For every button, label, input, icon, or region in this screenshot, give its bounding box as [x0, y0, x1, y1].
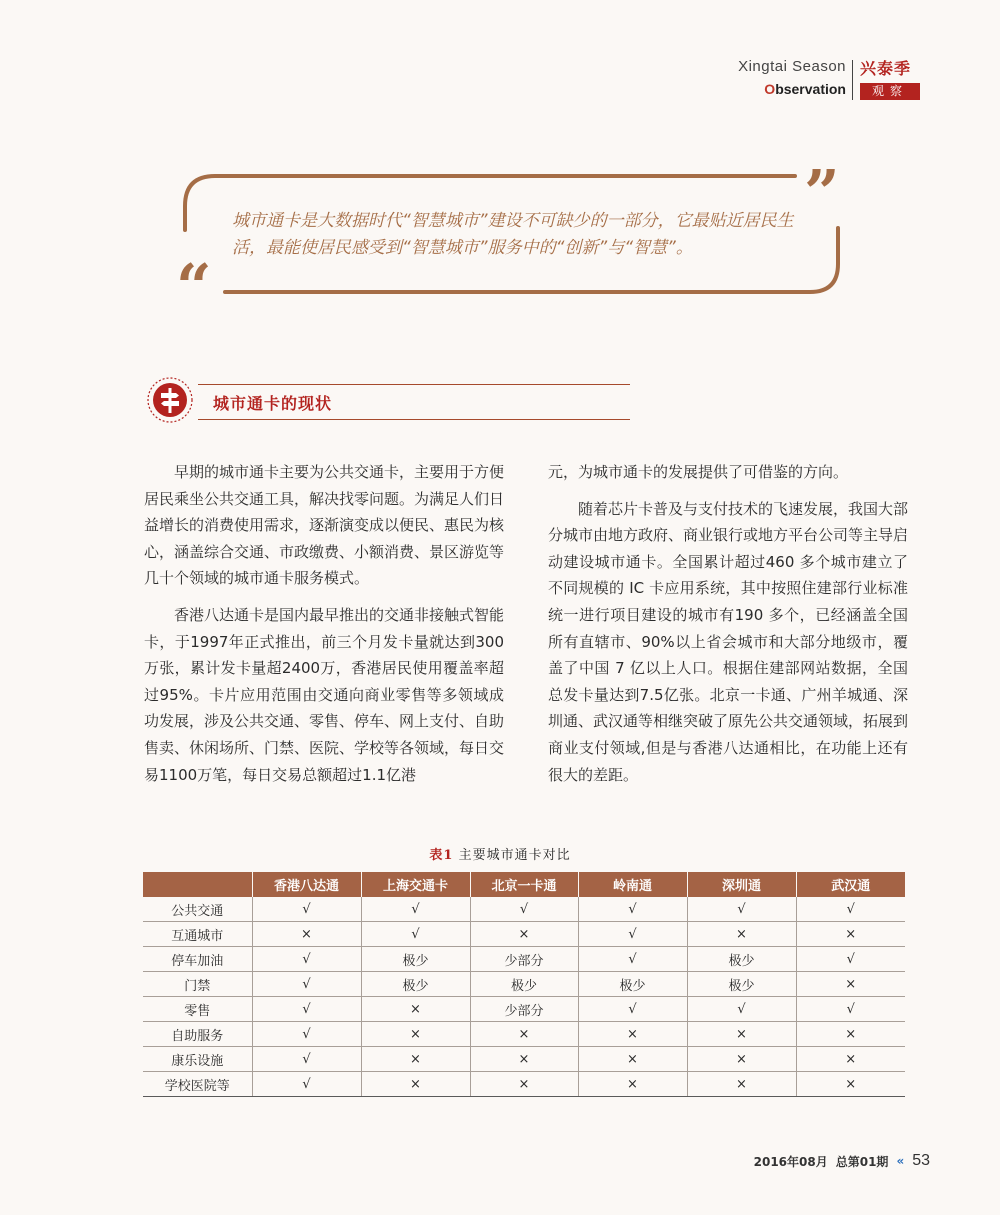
table-cell: √ — [252, 972, 361, 997]
table-cell: √ — [796, 947, 905, 972]
paragraph: 随着芯片卡普及与支付技术的飞速发展，我国大部分城市由地方政府、商业银行或地方平台公司等主导启动建设城市通卡。全国累计超过460 多个城市建立了不同规模的 IC 卡应用系统，其中按照住建部行业标准统一进行项目建设的城市有190 多个，已经涵盖全国所有直辖市、90%以上省会城市和大部分地级市，覆盖了中国 7 亿以上人口。根据住建部网站数据，全国总发卡量达到7.5亿张。北京一卡通、广州羊城通、深圳通、武汉通等相继突破了原先公共交通领域，拓展到商业支付领域,但是与香港八达通相比，在功能上还有很大的差距。 — [548, 499, 909, 784]
table-cell: 极少 — [687, 972, 796, 997]
table-cell: × — [796, 1047, 905, 1072]
section-title: 城市通卡的现状 — [213, 394, 333, 413]
table-cell: 极少 — [578, 972, 687, 997]
header-cell: 深圳通 — [687, 872, 796, 897]
table-row — [143, 1047, 905, 1072]
closing-quote-mark: ” — [804, 156, 840, 229]
section-label-box: 观察 — [860, 83, 920, 100]
table-cell: √ — [687, 897, 796, 922]
table-cell: × — [361, 1022, 470, 1047]
section-observation — [700, 81, 846, 97]
header-cell — [143, 872, 252, 897]
header-cell: 武汉通 — [796, 872, 905, 897]
table-title: 主要城市通卡对比 — [458, 848, 571, 863]
table-header-row — [143, 872, 905, 897]
header-cell: 北京一卡通 — [470, 872, 578, 897]
row-label: 门禁 — [143, 972, 252, 997]
table-cell: × — [361, 1047, 470, 1072]
quote-frame — [0, 0, 1000, 323]
header-cell: 香港八达通 — [252, 872, 361, 897]
total-issue: 总第01期 — [835, 1154, 889, 1169]
section-rule-top — [198, 384, 630, 385]
table-cell: √ — [578, 947, 687, 972]
paragraph: 早期的城市通卡主要为公共交通卡，主要用于方便居民乘坐公共交通工具，解决找零问题。为满足人们日益增长的消费使用需求，逐渐演变成以便民、惠民为核心，涵盖综合交通、市政缴费、小额消费、景区游览等几十个领域的城市通卡服务模式。 — [144, 463, 505, 588]
table-cell: × — [252, 922, 361, 947]
table-cell: × — [578, 1047, 687, 1072]
table-cell: √ — [252, 1022, 361, 1047]
table-cell: √ — [796, 997, 905, 1022]
table-cell: √ — [361, 922, 470, 947]
table-cell: √ — [252, 997, 361, 1022]
row-label: 学校医院等 — [143, 1072, 252, 1097]
magazine-brand-logo: 兴泰季 — [860, 59, 912, 78]
table-cell: √ — [252, 947, 361, 972]
table-cell: × — [796, 1072, 905, 1097]
row-label: 公共交通 — [143, 897, 252, 922]
row-label: 康乐设施 — [143, 1047, 252, 1072]
table-cell: √ — [796, 897, 905, 922]
table-cell: × — [470, 1022, 578, 1047]
table-cell: √ — [578, 897, 687, 922]
table-cell: 极少 — [361, 947, 470, 972]
table-cell: × — [361, 997, 470, 1022]
magazine-brand-block — [860, 56, 920, 100]
table-cell: × — [796, 972, 905, 997]
table-row — [143, 947, 905, 972]
table-cell: √ — [578, 922, 687, 947]
table-cell: 极少 — [687, 947, 796, 972]
header-cell: 上海交通卡 — [361, 872, 470, 897]
article-column-left — [144, 459, 504, 788]
table-row — [143, 897, 905, 922]
table-cell: 极少 — [361, 972, 470, 997]
table-row — [143, 997, 905, 1022]
row-label: 自助服务 — [143, 1022, 252, 1047]
issue-date: 2016年08月 — [753, 1154, 828, 1169]
magazine-english-title: Xingtai Season — [738, 58, 846, 75]
double-chevron-left-icon: « — [896, 1154, 905, 1168]
table-cell: √ — [252, 1047, 361, 1072]
table-cell: 少部分 — [470, 947, 578, 972]
table-number: 表1 — [429, 848, 454, 863]
table-cell: × — [687, 1022, 796, 1047]
table-cell: √ — [687, 997, 796, 1022]
table-cell: × — [796, 922, 905, 947]
observation-initial: O — [764, 81, 776, 97]
header-divider — [852, 60, 853, 100]
row-label: 停车加油 — [143, 947, 252, 972]
table-row — [143, 1022, 905, 1047]
section-signpost-icon — [146, 376, 194, 424]
table-row — [143, 972, 905, 997]
table-caption — [0, 844, 1000, 863]
section-rule-bottom — [198, 419, 630, 420]
article-column-right — [548, 459, 908, 788]
table-cell: √ — [470, 897, 578, 922]
page-number: 53 — [912, 1152, 930, 1169]
table-cell: × — [470, 1072, 578, 1097]
table-cell: √ — [252, 1072, 361, 1097]
pull-quote: 城市通卡是大数据时代“智慧城市”建设不可缺少的一部分，它最贴近居民生活，最能使居民感受到“智慧城市”服务中的“创新”与“智慧”。 — [232, 211, 794, 258]
page-footer — [754, 1152, 930, 1170]
table-cell: × — [578, 1072, 687, 1097]
table-cell: × — [470, 1047, 578, 1072]
observation-rest: bservation — [775, 81, 846, 97]
paragraph: 香港八达通卡是国内最早推出的交通非接触式智能卡，于1997年正式推出，前三个月发卡量就达到300万张，累计发卡量超2400万，香港居民使用覆盖率超过95%。卡片应用范围由交通向商业零售等多领域成功发展，涉及公共交通、零售、停车、网上支付、自助售卖、休闲场所、门禁、医院、学校等各领域，每日交易1100万笔，每日交易总额超过1.1亿港 — [144, 605, 505, 784]
table-cell: √ — [252, 897, 361, 922]
table-cell: × — [470, 922, 578, 947]
table-cell: √ — [361, 897, 470, 922]
table-cell: × — [687, 1047, 796, 1072]
paragraph-continuation: 元，为城市通卡的发展提供了可借鉴的方向。 — [548, 463, 849, 481]
row-label: 零售 — [143, 997, 252, 1022]
magazine-header — [700, 58, 846, 97]
header-cell: 岭南通 — [578, 872, 687, 897]
table-cell: 极少 — [470, 972, 578, 997]
table-cell: × — [687, 922, 796, 947]
table-cell: 少部分 — [470, 997, 578, 1022]
table-cell: × — [687, 1072, 796, 1097]
table-cell: × — [361, 1072, 470, 1097]
row-label: 互通城市 — [143, 922, 252, 947]
table-cell: × — [796, 1022, 905, 1047]
table-row — [143, 1072, 905, 1097]
table-cell: √ — [578, 997, 687, 1022]
table-row — [143, 922, 905, 947]
table-cell: × — [578, 1022, 687, 1047]
city-card-comparison-table — [143, 872, 905, 1097]
opening-quote-mark: “ — [176, 250, 212, 323]
